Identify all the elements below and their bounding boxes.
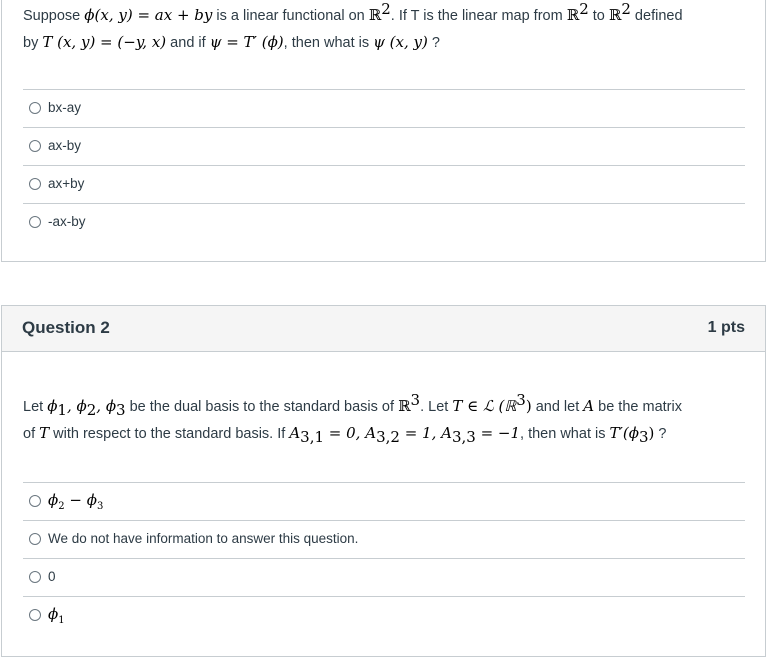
q1-math: ϕ(x, y) = ax + by: [84, 6, 213, 24]
q1-text-part: Suppose: [23, 8, 85, 24]
answer-label[interactable]: ax-by: [48, 138, 82, 153]
answer-label[interactable]: [48, 605, 65, 626]
radio-button[interactable]: [29, 609, 41, 621]
q2-text-part: of: [23, 426, 40, 442]
q2-math: ): [525, 397, 532, 415]
radio-button[interactable]: [29, 178, 41, 190]
radio-button[interactable]: [29, 495, 41, 507]
answer-option[interactable]: [23, 89, 745, 127]
q1-text-part: ?: [427, 35, 440, 51]
q2-math-sub: 3,1: [300, 427, 325, 446]
answer-option[interactable]: [23, 520, 745, 558]
q2-text-part: Let: [23, 399, 48, 415]
q2-math: , ϕ: [96, 397, 117, 415]
question-header: [2, 306, 765, 352]
question-1-text: [23, 2, 745, 56]
answer-option[interactable]: [23, 127, 745, 165]
answer-label[interactable]: ax+by: [48, 176, 85, 191]
q1-text-part: to: [588, 8, 609, 24]
q2-math-sub: 2: [86, 400, 97, 419]
q1-text-part: is a linear functional on: [212, 8, 369, 24]
q1-math-sup: 2: [381, 0, 391, 19]
q2-math: ): [648, 424, 655, 442]
q2-math: T ∈ ℒ (ℝ: [452, 397, 517, 415]
q1-math: T (x, y) = (−y, x): [42, 33, 167, 51]
answer-option[interactable]: [23, 558, 745, 596]
q1-math-sup: 2: [579, 0, 589, 19]
q2-math: ϕ: [47, 397, 58, 415]
answer-label[interactable]: We do not have information to answer this question.: [48, 531, 359, 546]
q2-text-part: , then what is: [520, 426, 610, 442]
q2-math: = 1, A: [399, 424, 452, 442]
question-2-text: [23, 393, 745, 447]
q1-text-part: , then what is: [283, 35, 374, 51]
q2-math-sub: 1: [57, 400, 67, 419]
answer-math: ϕ: [48, 491, 59, 509]
q1-math: ℝ: [368, 6, 382, 24]
answer-label[interactable]: -ax-by: [48, 214, 86, 229]
answer-option[interactable]: [23, 596, 745, 634]
q1-text-part: and if: [166, 35, 210, 51]
q1-math: ψ (x, y): [373, 33, 428, 51]
question-1-card: [1, 0, 766, 262]
q2-math-sub: 3: [639, 427, 649, 446]
q2-math: , ϕ: [66, 397, 87, 415]
answer-math-sub: 2: [58, 501, 65, 512]
answer-math: ϕ: [48, 605, 59, 623]
q2-text-part: be the dual basis to the standard basis of: [125, 399, 399, 415]
radio-button[interactable]: [29, 571, 41, 583]
question-title: Question 2: [22, 318, 110, 337]
q1-text-part: defined: [630, 8, 683, 24]
q2-math: A: [583, 397, 595, 415]
radio-button[interactable]: [29, 140, 41, 152]
q2-math-sup: 3: [410, 391, 421, 410]
q2-math-sup: 3: [516, 391, 526, 410]
question-2-answers: [23, 482, 745, 634]
q1-math: ψ = T′ (ϕ): [209, 33, 284, 51]
question-2-card: [1, 305, 766, 657]
radio-button[interactable]: [29, 102, 41, 114]
question-points: 1 pts: [707, 319, 745, 336]
q1-math: ℝ: [608, 6, 622, 24]
answer-option[interactable]: [23, 203, 745, 241]
q2-math: T: [39, 424, 50, 442]
answer-option[interactable]: [23, 165, 745, 203]
q1-math: ℝ: [566, 6, 580, 24]
answer-math: − ϕ: [64, 491, 97, 509]
q2-text-part: and let: [531, 399, 584, 415]
q1-text-part: by: [23, 35, 43, 51]
q2-math: ℝ: [398, 397, 411, 415]
radio-button[interactable]: [29, 216, 41, 228]
answer-math-sub: 3: [96, 501, 104, 512]
q2-math: = −1: [475, 424, 521, 442]
answer-math-sub: 1: [58, 615, 65, 626]
q1-math-sup: 2: [621, 0, 631, 19]
answer-label[interactable]: [48, 491, 104, 512]
q2-math-sub: 3,2: [376, 427, 400, 446]
answer-label[interactable]: bx-ay: [48, 100, 82, 115]
answer-label[interactable]: 0: [48, 569, 56, 584]
q2-text-part: ?: [654, 426, 667, 442]
q2-text-part: with respect to the standard basis. If: [49, 426, 290, 442]
q1-text-part: . If T is the linear map from: [390, 8, 567, 24]
q2-math-sub: 3: [116, 400, 126, 419]
question-1-answers: [23, 89, 745, 241]
q2-text-part: . Let: [420, 399, 453, 415]
q2-math: = 0, A: [324, 424, 377, 442]
answer-option[interactable]: [23, 482, 745, 520]
q2-math: T′(ϕ: [609, 424, 639, 442]
radio-button[interactable]: [29, 533, 41, 545]
q2-text-part: be the matrix: [594, 399, 682, 415]
q2-math-sub: 3,3: [451, 427, 476, 446]
q2-math: A: [289, 424, 301, 442]
